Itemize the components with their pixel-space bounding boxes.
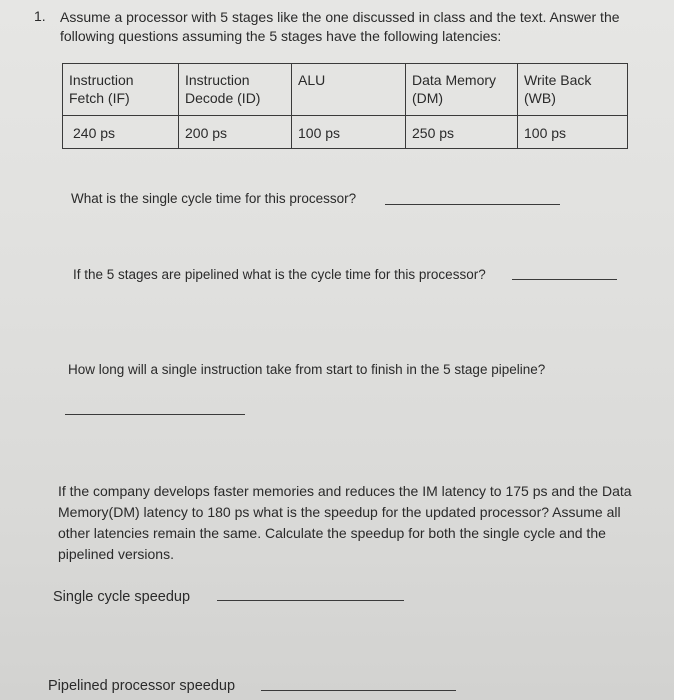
header-cell-if	[63, 64, 179, 116]
pipelined-cycle-prompt: If the 5 stages are pipelined what is the cycle time for this processor?	[73, 267, 486, 282]
value-cell-dm: 250 ps	[406, 116, 518, 149]
single-cycle-answer-blank[interactable]	[385, 204, 560, 205]
header-line: Instruction	[185, 72, 250, 88]
pipelined-cycle-answer-blank[interactable]	[512, 279, 617, 280]
table-values-row	[63, 116, 628, 149]
speedup-paragraph: If the company develops faster memories and reduces the IM latency to 175 ps and the Data Memory(DM) latency to 180 ps what is the speedup for the updated processor? Assume all other latencies remain the same. Calculate the speedup for both the single cycle and the pipelined versions.	[58, 483, 632, 562]
table-header-row	[63, 64, 628, 116]
value-cell-id: 200 ps	[179, 116, 292, 149]
single-speedup-answer-blank[interactable]	[217, 600, 404, 601]
header-line: ALU	[298, 72, 326, 88]
latency-prompt: How long will a single instruction take from start to finish in the 5 stage pipeline?	[68, 362, 546, 377]
header-line: (DM)	[412, 90, 444, 106]
header-line: Decode (ID)	[185, 90, 261, 106]
pipelined-speedup-answer-blank[interactable]	[261, 690, 456, 691]
header-line: Instruction	[69, 72, 134, 88]
pipelined-speedup-label: Pipelined processor speedup	[48, 678, 236, 694]
header-line: Write Back	[524, 72, 592, 88]
header-line: (WB)	[524, 90, 556, 106]
single-speedup-label: Single cycle speedup	[53, 589, 191, 605]
latency-table	[62, 63, 628, 149]
value-cell-wb: 100 ps	[518, 116, 628, 149]
value-cell-alu: 100 ps	[292, 116, 406, 149]
header-cell-id	[179, 64, 292, 116]
latency-answer-blank[interactable]	[65, 414, 245, 415]
single-cycle-prompt: What is the single cycle time for this processor?	[71, 191, 357, 206]
header-cell-dm	[406, 64, 518, 116]
header-line: Fetch (IF)	[69, 90, 130, 106]
header-line: Data Memory	[412, 72, 497, 88]
question-number: 1.	[34, 8, 46, 24]
header-cell-wb	[518, 64, 628, 116]
header-cell-alu	[292, 64, 406, 116]
value-cell-if: 240 ps	[63, 116, 179, 149]
question-intro: Assume a processor with 5 stages like the one discussed in class and the text. Answer the following questions assuming the 5 stages have the following latencies:	[60, 9, 620, 44]
